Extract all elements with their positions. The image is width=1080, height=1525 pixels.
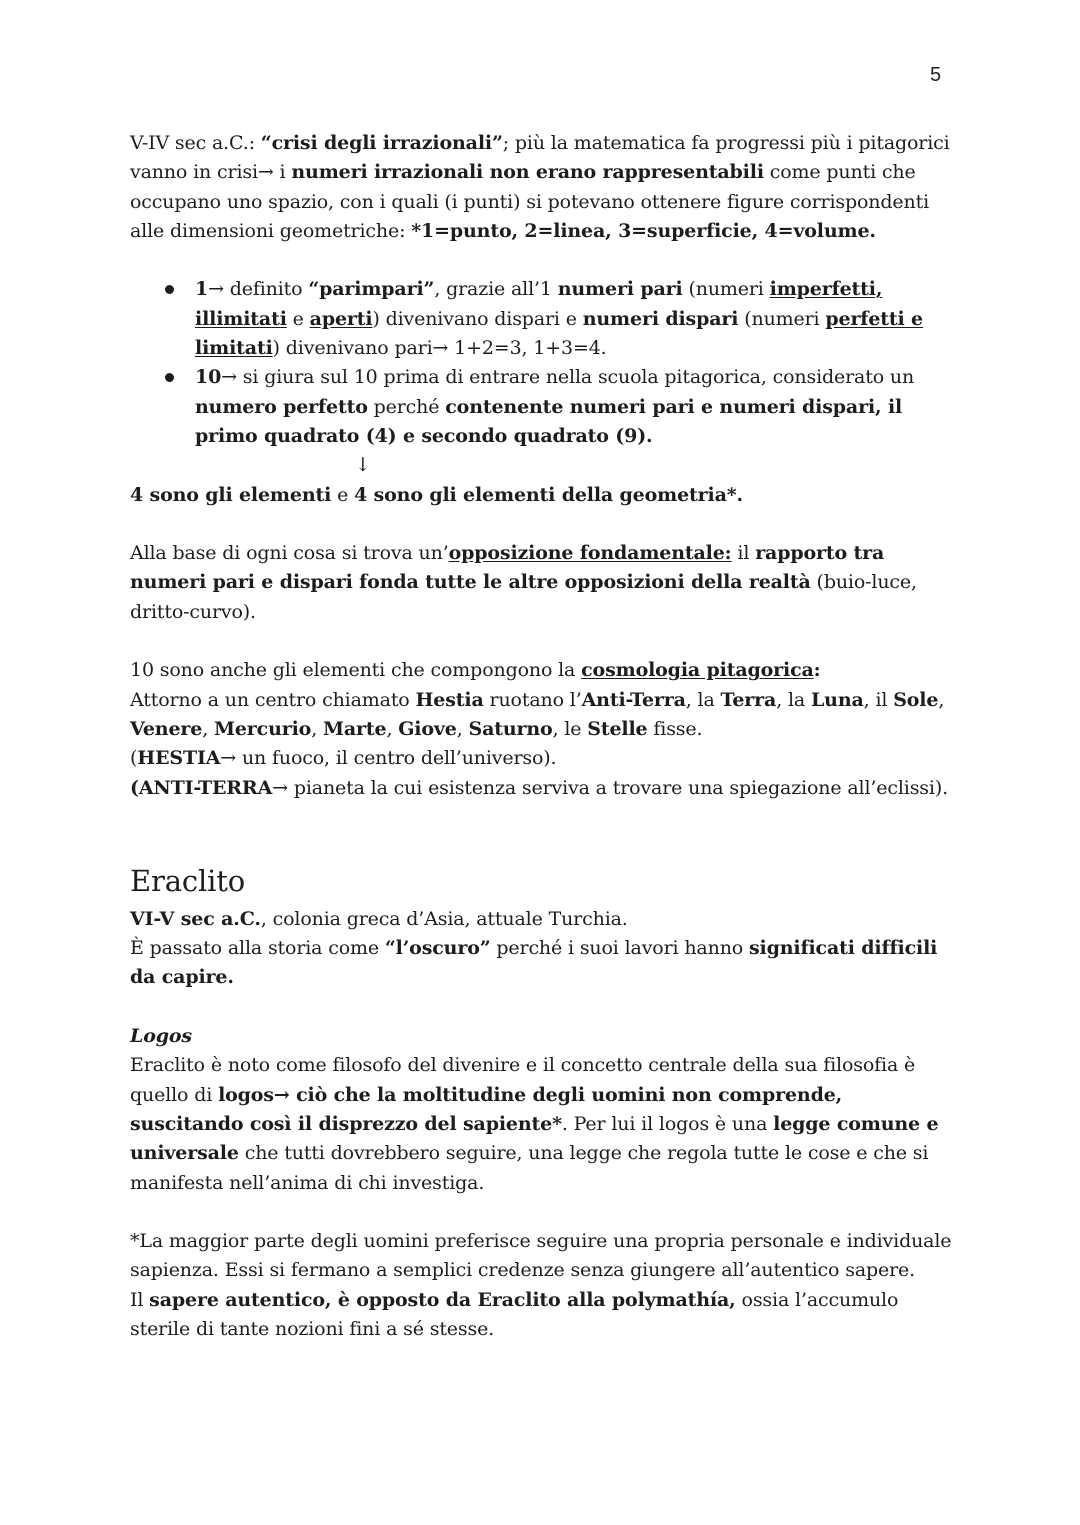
bold-text: “crisi degli irrazionali” — [260, 132, 503, 154]
text-span: → un fuoco, il centro dell’universo). — [220, 747, 557, 770]
bold-text: Giove — [398, 717, 457, 740]
paragraph-hestia — [130, 744, 960, 773]
text-span: , le — [552, 717, 588, 740]
text-span: perché i suoi lavori hanno — [490, 937, 749, 960]
text-span: , colonia greca d’Asia, attuale Turchia. — [260, 907, 628, 930]
text-span: , — [202, 717, 214, 740]
page-content — [130, 129, 960, 1344]
text-span: (numeri — [738, 307, 826, 330]
bold-text: “parimpari” — [308, 278, 435, 301]
text-span: Attorno a un centro chiamato — [130, 688, 416, 711]
text-span: ) divenivano dispari e — [372, 307, 583, 330]
paragraph-footnote — [130, 1227, 960, 1286]
bold-text: : — [813, 659, 821, 682]
bold-text: 4 sono gli elementi della geometria*. — [354, 483, 744, 506]
spacer — [130, 627, 960, 656]
bold-text: Marte — [322, 717, 387, 740]
text-span: , — [456, 717, 469, 740]
paragraph-anti-terra — [130, 774, 960, 803]
bold-text: “l’oscuro” — [384, 937, 491, 960]
text-span: , — [938, 688, 945, 711]
text-span: , — [386, 717, 399, 740]
down-arrow-icon: ↓ — [355, 454, 371, 477]
bullet-list — [130, 275, 960, 451]
bold-underlined-text: perfetti e limitati — [195, 307, 923, 360]
bold-underlined-text: imperfetti, illimitati — [195, 278, 883, 330]
bold-text: HESTIA — [137, 747, 221, 770]
spacer — [130, 246, 960, 275]
bold-text: Sole — [893, 688, 939, 711]
text-span: e — [331, 483, 355, 506]
text-span: il — [731, 542, 756, 565]
text-span: ossia l’accumulo sterile di tante nozioni fini a sé stesse. — [130, 1288, 899, 1340]
section-heading-eraclito: Eraclito — [130, 863, 246, 898]
text-span: 10 sono anche gli elementi che compongono la — [130, 659, 582, 682]
bold-text: logos→ ciò che la moltitudine degli uomini non comprende, suscitando così il disprezzo del sapiente* — [130, 1083, 843, 1135]
text-span: fisse. — [647, 717, 703, 740]
bold-text: Hestia — [415, 688, 484, 711]
text-span: , la — [685, 688, 721, 711]
text-span: È passato alla storia come — [130, 937, 385, 960]
bold-text: 10 — [195, 366, 222, 389]
bold-text: Terra — [720, 688, 777, 711]
page-number: 5 — [930, 64, 942, 86]
text-span: Alla base di ogni cosa si trova un’ — [130, 542, 449, 565]
paragraph-logos — [130, 1051, 960, 1197]
bold-text: Stelle — [587, 717, 648, 740]
text-span: Eraclito è noto come filosofo del divenire e il concetto centrale della sua filosofia è quello di — [130, 1054, 916, 1106]
bold-text: Venere — [130, 717, 203, 740]
bold-text: 4 sono gli elementi — [130, 483, 332, 506]
text-span: , la — [776, 688, 811, 711]
bold-text: rapporto tra numeri pari e dispari fonda tutte le altre opposizioni della realtà — [130, 542, 885, 594]
bold-text: Luna — [810, 688, 864, 711]
text-span: → pianeta la cui esistenza serviva a trovare una spiegazione all’eclissi). — [272, 776, 948, 799]
paragraph-elementi — [130, 481, 960, 510]
paragraph-polymathia — [130, 1286, 960, 1345]
text-span: ruotano l’ — [483, 688, 582, 711]
bold-text: Saturno — [468, 717, 553, 740]
text-span: perché — [367, 395, 446, 418]
bullet-dot-icon — [165, 285, 174, 294]
paragraph-opposizione — [130, 539, 960, 627]
bold-text: numeri irrazionali non erano rappresentabili — [291, 161, 764, 184]
bold-text: *1=punto, 2=linea, 3=superficie, 4=volume. — [411, 219, 876, 242]
text-span: , — [311, 717, 323, 740]
bold-text: Mercurio — [213, 717, 312, 740]
spacer — [130, 510, 960, 539]
text-span: ) divenivano pari→ 1+2=3, 1+3=4. — [272, 337, 607, 360]
text-span: (buio-luce, dritto-curvo). — [130, 571, 917, 623]
text-span: , grazie all’1 — [434, 278, 558, 301]
bold-text: Anti-Terra — [581, 688, 686, 711]
text-span: . Per lui il logos è una — [561, 1112, 774, 1135]
paragraph-pianeti — [130, 686, 960, 745]
bullet-dot-icon — [165, 373, 174, 382]
paragraph-oscuro — [130, 934, 960, 993]
bold-text: VI-V sec a.C. — [130, 907, 261, 930]
bullet-item-dieci — [195, 363, 960, 451]
bold-text: legge comune e universale — [130, 1112, 939, 1165]
text-span: *La maggior parte degli uomini preferisce seguire una propria personale e individuale sapienza. Essi si fermano a semplici credenze senza giungere all’autentico sapere. — [130, 1230, 952, 1282]
bold-underlined-text: cosmologia pitagorica — [581, 659, 814, 682]
text-span: che tutti dovrebbero seguire, una legge che regola tutte le cose e che si manifesta nell’anima di chi investiga. — [130, 1142, 929, 1194]
text-span: V-IV sec a.C.: — [130, 132, 261, 154]
spacer — [130, 1198, 960, 1227]
spacer — [130, 993, 960, 1022]
paragraph-cosmologia — [130, 656, 960, 685]
bold-underlined-text: aperti — [309, 307, 373, 330]
text-span: Il — [130, 1288, 150, 1311]
bold-text: numeri pari — [557, 278, 683, 301]
bold-underlined-text: opposizione fondamentale: — [448, 542, 732, 565]
bold-text: (ANTI-TERRA — [130, 776, 273, 799]
bold-text: numeri dispari — [582, 307, 739, 330]
bold-text: sapere autentico, è opposto da Eraclito alla polymathía, — [149, 1288, 736, 1311]
text-span: → definito — [208, 278, 309, 301]
text-span: → si giura sul 10 prima di entrare nella scuola pitagorica, considerato un — [221, 366, 915, 389]
text-span: , il — [863, 688, 894, 711]
bold-text: significati difficili da capire. — [130, 937, 938, 989]
bold-text: 1 — [195, 278, 209, 301]
bold-text: contenente numeri pari e numeri dispari, il primo quadrato (4) e secondo quadrato (9). — [195, 395, 903, 447]
text-span: come punti che occupano uno spazio, con i quali (i punti) si potevano ottenere figure corrispondenti alle dimensioni geometriche: — [130, 161, 929, 242]
paragraph-crisi-irrazionali — [130, 129, 960, 246]
text-span: ( — [130, 747, 138, 770]
text-span: ; più la matematica fa progressi più i pitagorici vanno in crisi→ i — [130, 132, 950, 184]
subheading-logos: Logos — [130, 1025, 192, 1048]
bullet-item-parimpari — [195, 275, 960, 363]
text-span: (numeri — [682, 278, 770, 301]
bold-text: numero perfetto — [195, 395, 368, 418]
paragraph-eraclito-date — [130, 905, 960, 934]
text-span: e — [286, 307, 310, 330]
